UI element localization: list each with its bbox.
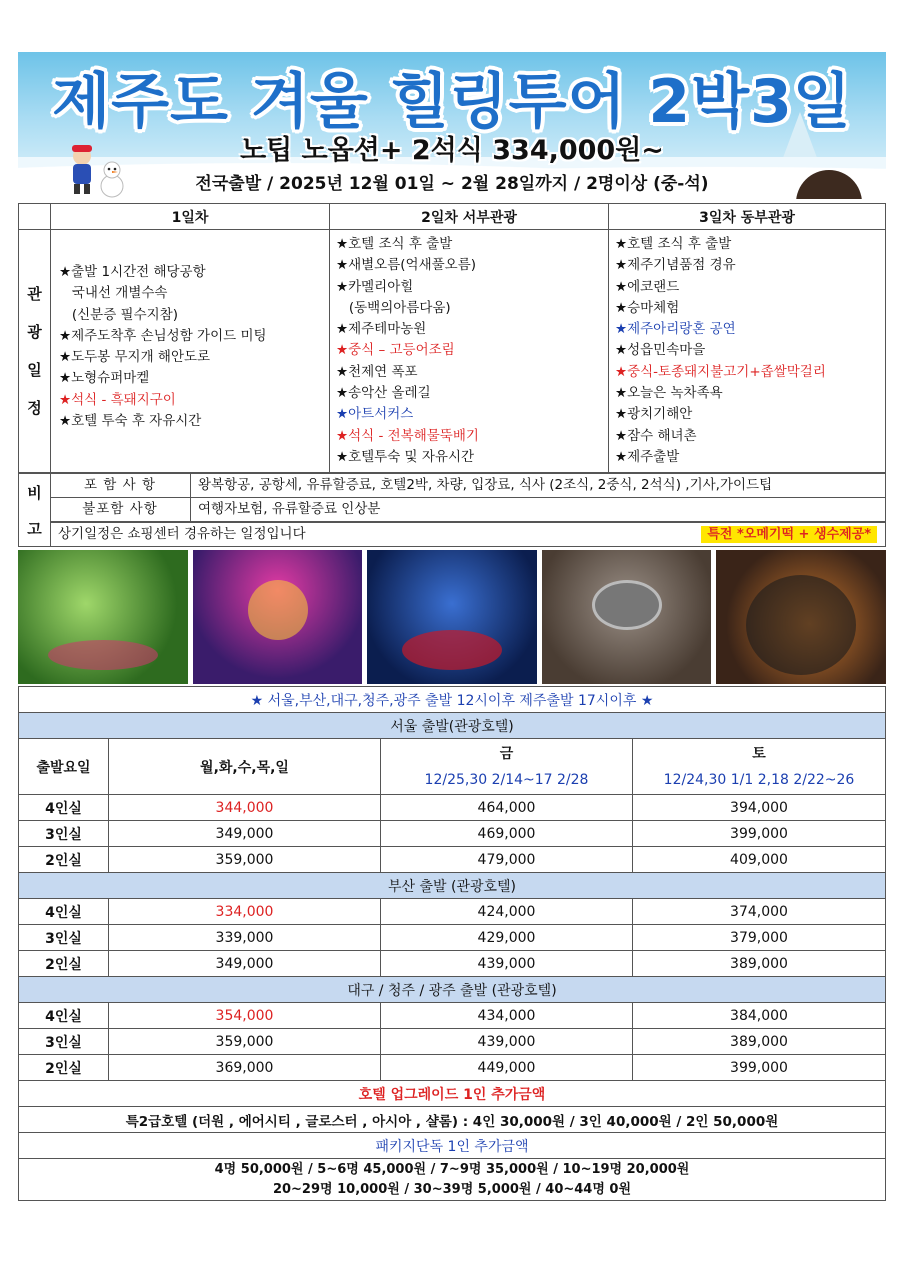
price-table	[18, 686, 886, 1201]
schedule-item: ★승마체험	[615, 299, 680, 316]
price-weekday: 369,000	[109, 1055, 381, 1081]
schedule-item: ★호텔 조식 후 출발	[615, 236, 732, 252]
schedule-item: ★성읍민속마을	[615, 342, 706, 359]
schedule-item: ★중식 – 고등어조림	[336, 342, 455, 359]
art-circus-photo	[193, 550, 363, 684]
section-header: 서울 출발(관광호텔)	[19, 713, 886, 739]
day3-header: 3일차 동부관광	[609, 204, 886, 230]
itinerary-side-label: 관 광 일 정	[19, 230, 51, 473]
friday-col: 금	[381, 739, 633, 767]
price-friday: 469,000	[381, 821, 633, 847]
room-type: 2인실	[19, 951, 109, 977]
room-type: 3인실	[19, 925, 109, 951]
room-type: 4인실	[19, 899, 109, 925]
room-type: 2인실	[19, 1055, 109, 1081]
price-friday: 434,000	[381, 1003, 633, 1029]
included-label: 포 함 사 항	[50, 474, 191, 498]
seafood-stew-photo	[716, 550, 886, 684]
price-weekday: 349,000	[109, 951, 381, 977]
price-weekday: 344,000	[109, 795, 381, 821]
included-value: 왕복항공, 공항세, 유류할증료, 호텔2박, 차량, 입장료, 식사 (2조식, 2중식, 2석식) ,기사,가이드팁	[198, 477, 773, 493]
price-saturday: 409,000	[633, 847, 886, 873]
price-saturday: 394,000	[633, 795, 886, 821]
day3-schedule	[609, 230, 886, 473]
schedule-item: ★에코랜드	[615, 278, 680, 295]
schedule-item: ★제주출발	[615, 448, 680, 465]
bbq-meal-photo	[542, 550, 712, 684]
excluded-value: 여행자보험, 유류할증료 인상분	[198, 501, 381, 517]
schedule-item: ★제주기념품점 경유	[615, 257, 736, 274]
schedule-item: ★중식-토종돼지불고기+좁쌀막걸리	[615, 363, 826, 380]
room-type: 3인실	[19, 1029, 109, 1055]
special-benefit-badge: 특전 *오메기떡 + 생수제공*	[701, 526, 877, 543]
excluded-row	[50, 497, 886, 522]
schedule-item: ★호텔투숙 및 자유시간	[336, 448, 475, 465]
price-friday: 449,000	[381, 1055, 633, 1081]
day1-header: 1일차	[51, 204, 330, 230]
schedule-item: 국내선 개별수속	[59, 285, 168, 302]
price-weekday: 359,000	[109, 847, 381, 873]
banner-subtitle: 노팁 노옵션+ 2석식 334,000원~	[240, 135, 664, 166]
arirang-show-photo	[367, 550, 537, 684]
room-type: 2인실	[19, 847, 109, 873]
schedule-item: ★출발 1시간전 해당공항	[59, 264, 206, 280]
schedule-item: ★제주아리랑혼 공연	[615, 321, 736, 338]
schedule-item: ★호텔 조식 후 출발	[336, 236, 453, 252]
price-saturday: 384,000	[633, 1003, 886, 1029]
schedule-item: ★석식 - 전복해물뚝배기	[336, 427, 479, 444]
schedule-item: (신분증 필수지참)	[59, 306, 178, 323]
upgrade-text: 특2급호텔 (더원 , 에어시티 , 글로스터 , 아시아 , 샬롬) : 4인 30,000원 / 3인 40,000원 / 2인 50,000원	[19, 1107, 886, 1133]
included-row	[50, 473, 886, 498]
day2-schedule	[330, 230, 609, 473]
price-weekday: 334,000	[109, 899, 381, 925]
upgrade-title: 호텔 업그레이드 1인 추가금액	[19, 1081, 886, 1107]
remark-text: 상기일정은 쇼핑센터 경유하는 일정입니다	[58, 526, 306, 542]
price-saturday: 399,000	[633, 821, 886, 847]
exclusive-text	[19, 1159, 886, 1201]
itinerary-corner	[19, 204, 51, 230]
schedule-item: ★석식 - 흑돼지구이	[59, 391, 176, 408]
day1-schedule	[51, 230, 330, 473]
price-weekday: 339,000	[109, 925, 381, 951]
schedule-item: ★호텔 투숙 후 자유시간	[59, 413, 202, 430]
banner-title: 제주도 겨울 힐링투어 2박3일	[52, 67, 852, 137]
schedule-item: ★제주도착후 손님성함 가이드 미팅	[59, 327, 267, 344]
schedule-item: ★광치기해안	[615, 406, 693, 423]
schedule-item: ★노형슈퍼마켙	[59, 370, 150, 387]
price-saturday: 389,000	[633, 951, 886, 977]
section-header: 부산 출발 (관광호텔)	[19, 873, 886, 899]
price-friday: 429,000	[381, 925, 633, 951]
day2-header: 2일차 서부관광	[330, 204, 609, 230]
banner-date-line: 전국출발 / 2025년 12월 01일 ~ 2월 28일까지 / 2명이상 (중-석)	[195, 174, 709, 194]
saturday-col: 토	[633, 739, 886, 767]
exclusive-line1: 4명 50,000원 / 5~6명 45,000원 / 7~9명 35,000원 / 10~19명 20,000원	[214, 1161, 690, 1177]
exclusive-title: 패키지단독 1인 추가금액	[19, 1133, 886, 1159]
price-weekday: 354,000	[109, 1003, 381, 1029]
schedule-item: ★아트서커스	[336, 406, 414, 423]
notes-section	[18, 473, 886, 547]
remark-row	[50, 522, 886, 547]
price-friday: 439,000	[381, 951, 633, 977]
schedule-item: ★도두봉 무지개 해안도로	[59, 349, 211, 366]
price-saturday: 374,000	[633, 899, 886, 925]
room-type: 3인실	[19, 821, 109, 847]
friday-dates: 12/25,30 2/14~17 2/28	[381, 767, 633, 795]
price-saturday: 399,000	[633, 1055, 886, 1081]
camellia-garden-photo	[18, 550, 188, 684]
price-friday: 424,000	[381, 899, 633, 925]
exclusive-line2: 20~29명 10,000원 / 30~39명 5,000원 / 40~44명 0원	[272, 1181, 632, 1197]
room-type: 4인실	[19, 1003, 109, 1029]
saturday-dates: 12/24,30 1/1 2,18 2/22~26	[633, 767, 886, 795]
room-type: 4인실	[19, 795, 109, 821]
schedule-item: ★천제연 폭포	[336, 363, 418, 380]
schedule-item: ★오늘은 녹차족욕	[615, 385, 723, 402]
price-saturday: 379,000	[633, 925, 886, 951]
itinerary-table	[18, 203, 886, 473]
price-weekday: 359,000	[109, 1029, 381, 1055]
schedule-item: (동백의아름다움)	[336, 299, 451, 316]
section-header: 대구 / 청주 / 광주 출발 (관광호텔)	[19, 977, 886, 1003]
schedule-item: ★제주테마농원	[336, 321, 427, 338]
notes-side-label: 비 고	[18, 473, 51, 547]
photo-strip	[18, 550, 886, 684]
departure-note: ★ 서울,부산,대구,청주,광주 출발 12시이후 제주출발 17시이후 ★	[19, 687, 886, 713]
price-saturday: 389,000	[633, 1029, 886, 1055]
excluded-label: 불포함 사항	[50, 498, 191, 522]
weekday-col: 월,화,수,목,일	[109, 739, 381, 795]
schedule-item: ★잠수 해녀촌	[615, 427, 697, 444]
schedule-item: ★새별오름(억새풀오름)	[336, 257, 477, 274]
price-friday: 479,000	[381, 847, 633, 873]
price-friday: 464,000	[381, 795, 633, 821]
price-friday: 439,000	[381, 1029, 633, 1055]
schedule-item: ★송악산 올레길	[336, 385, 431, 402]
price-weekday: 349,000	[109, 821, 381, 847]
tour-banner	[18, 52, 886, 199]
schedule-item: ★카멜리아힐	[336, 278, 414, 295]
day-label: 출발요일	[19, 739, 109, 795]
